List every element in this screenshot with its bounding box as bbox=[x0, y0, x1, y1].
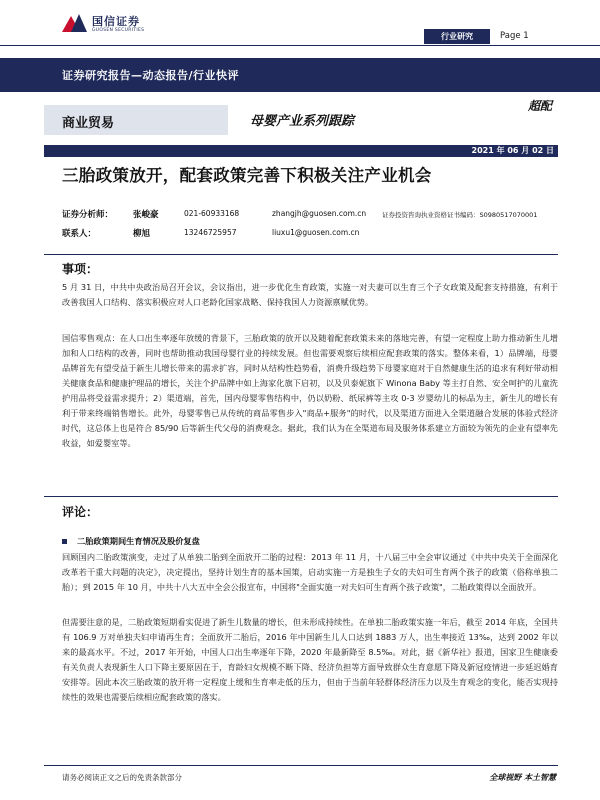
contact-name: 柳旭 bbox=[133, 229, 151, 239]
contact-role: 联系人： bbox=[62, 229, 97, 239]
contact-email: liuxu1@guosen.com.cn bbox=[272, 228, 360, 237]
events-paragraph: 5 月 31 日，中共中央政治局召开会议，会议指出，进一步优化生育政策，实施一对夫妻可以生育三个子女政策及配套支持措施，有利于改善我国人口结构、落实积极应对人口老龄化国家战略、保持我国人力资源禀赋优势。 bbox=[62, 282, 558, 307]
rating: 超配 bbox=[528, 99, 553, 113]
disclaimer-note: 请务必阅读正文之后的免责条款部分 bbox=[62, 773, 182, 782]
contact-phone: 13246725957 bbox=[184, 228, 237, 237]
analyst-phone: 021-60933168 bbox=[184, 209, 240, 218]
report-type-tag: 行业研究 bbox=[424, 29, 490, 44]
section-divider bbox=[44, 496, 558, 497]
events-heading: 事项： bbox=[62, 262, 99, 276]
report-category: 证券研究报告—动态报告/行业快评 bbox=[62, 69, 240, 82]
birth-stats-paragraph: 但需要注意的是，二胎政策短期看实促进了新生儿数量的增长，但未形成持续性。在单独二胎政策实施一年后，截至 2014 年底，全国共有 106.9 万对单独夫妇申请再生育；全面放开二胎后，2016 年中国新生儿人口达到 1883 万人，出生率接近 13‰，达到 2002 年以来的最高水平。不过，2017 年开始，中国人口出生率逐年下降，2020 年最新降至 8.5‰。对此，据《新华社》报道，国家卫生健康委有关负责人表现新生人口下降主要原因在于，育龄妇女规模不断下降、经济负担等方面导致群众生育意愿下降及新冠疫情进一步延迟婚育安排等。因此本次三胎政策的放开将一定程度上缓和生育率走低的压力，但由于当前年轻群体经济压力以及生育观念的变化，能否实现持续性的效果也需要后续相应配套政策的落实。 bbox=[62, 617, 558, 702]
subsection-heading bbox=[62, 536, 200, 547]
logo-name-cn: 国信证券 bbox=[92, 15, 140, 29]
footer-divider bbox=[44, 765, 558, 766]
guosen-view-paragraph: 国信零售观点：在人口出生率逐年放缓的背景下，三胎政策的放开以及随着配套政策未来的落地完善，有望一定程度上助力推动新生儿增加和人口结构的改善，同时也帮助推动我国母婴行业的持续发展。但也需要观察后续相应配套政策的落实。整体来看，1）品牌端，母婴品牌首先有望受益于新生儿增长带来的需求扩容，同时从结构性趋势看，消费升级趋势下母婴家庭对于自然健康生活的追求有利好带动相关健康食品和健康护理品的增长，关注个护品牌中如上海家化旗下启初，以及贝泰妮旗下 Winona Baby 等主打自然、安全呵护的儿童洗护用品将受益需求提升；2）渠道端，首先，国内母婴零售结构中，仍以奶粉、纸尿裤等主攻 0-3 岁婴幼儿的标品为主，新生儿的增长有利于带来终端销售增长。此外，母婴零售已从传统的商品零售步入"商品+服务"的时代，以及渠道方面进入全渠道融合发展的体验式经济时代，这总体上也是符合 85/90 后等新生代父母的消费观念。据此，我们认为在全渠道布局及服务体系建立方面较为领先的企业有望率先收益，如爱婴室等。 bbox=[62, 333, 558, 448]
series-name: 母婴产业系列跟踪 bbox=[250, 114, 355, 129]
analyst-role: 证券分析师： bbox=[62, 210, 114, 220]
company-slogan: 全球视野 本土智慧 bbox=[489, 773, 556, 782]
comment-heading: 评论： bbox=[62, 505, 99, 519]
sector-name: 商业贸易 bbox=[62, 116, 115, 131]
analyst-name: 张峻豪 bbox=[133, 210, 159, 220]
date-bar bbox=[44, 145, 558, 157]
report-date: 2021 年 06 月 02 日 bbox=[471, 146, 554, 155]
logo-name-en: GUOSEN SECURITIES bbox=[92, 28, 145, 34]
company-logo bbox=[62, 14, 144, 36]
header-divider bbox=[0, 45, 600, 46]
subsection-title: 二胎政策期间生育情况及股价复盘 bbox=[77, 536, 200, 546]
logo-mark-icon bbox=[62, 14, 88, 36]
page-number: Page 1 bbox=[500, 31, 529, 41]
report-title: 三胎政策放开，配套政策完善下积极关注产业机会 bbox=[62, 166, 432, 185]
sector-box bbox=[44, 105, 228, 135]
analyst-email: zhangjh@guosen.com.cn bbox=[272, 209, 367, 218]
section-divider bbox=[44, 254, 558, 255]
report-category-band bbox=[0, 58, 600, 92]
policy-history-paragraph: 回顾国内二胎政策演变，走过了从单独二胎到全面放开二胎的过程：2013 年 11 月，十八届三中全会审议通过《中共中央关于全面深化改革若干重大问题的决定》，决定提出，坚持计划生育的基本国策，启动实施一方是独生子女的夫妇可生育两个孩子的政策（俗称单独二胎）；到 2015 年 10 月，中共十八大五中全会公报宣布，中国将"全面实施一对夫妇可生育两个孩子政策"，二胎政策得以全面放开。 bbox=[62, 552, 558, 592]
analyst-cert: 证券投资咨询执业资格证书编码：S0980517070001 bbox=[382, 211, 538, 219]
bullet-square-icon bbox=[62, 539, 67, 544]
